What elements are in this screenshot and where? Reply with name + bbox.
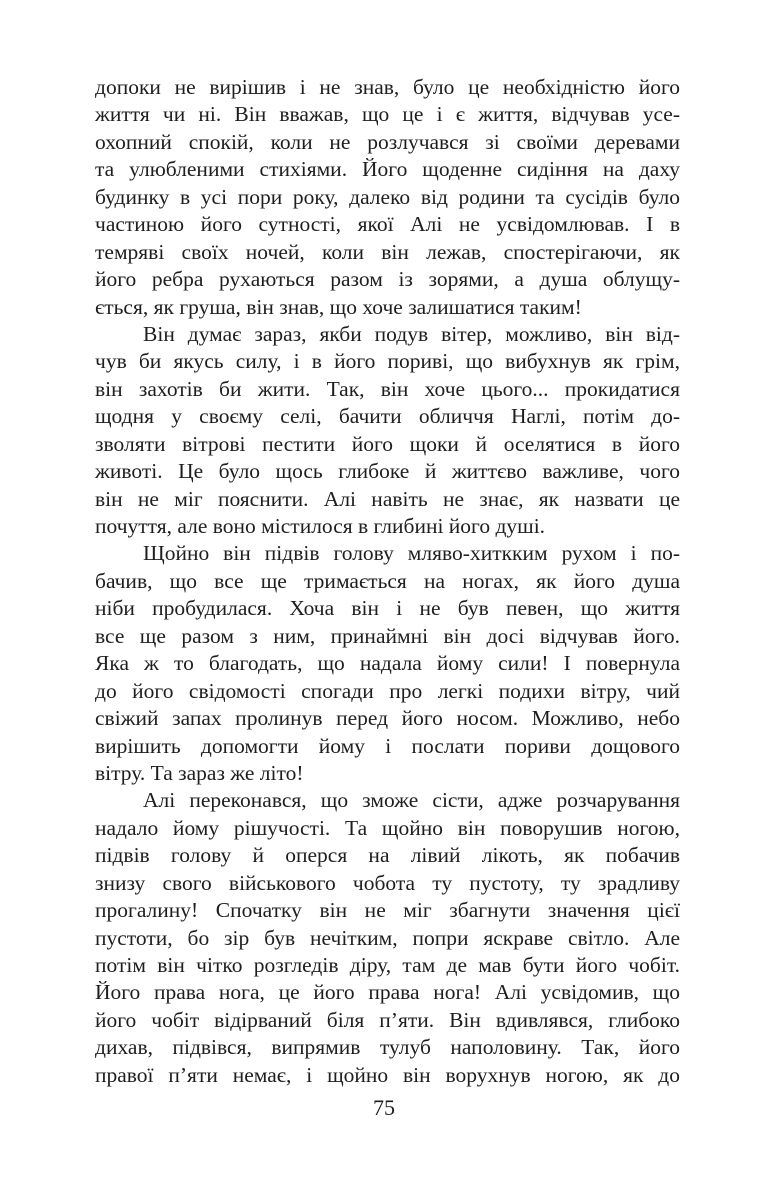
text-line: його ребра рухаються разом із зорями, а душа облущу- [95, 267, 680, 292]
text-line: допоки не вирішив і не знав, було це необхідністю його [95, 75, 680, 99]
text-line: до його свідомості спогади про легкі подихи вітру, чий [95, 678, 680, 703]
paragraph-3 [95, 540, 680, 787]
text-line: почуття, але воно містилося в глибині його душі. [95, 514, 546, 538]
text-line: темряві своїх ночей, коли він лежав, спостерігаючи, як [95, 239, 680, 264]
text-line: частиною його сутності, якої Алі не усвідомлював. І в [95, 212, 680, 237]
text-line: він захотів би жити. Так, він хоче цього... прокидатися [95, 376, 680, 401]
text-line: зволяти вітрові пестити його щоки й оселятися в його [95, 431, 680, 456]
text-line: все ще разом з ним, принаймні він досі відчував його. [95, 623, 680, 648]
text-line: животі. Це було щось глибоке й життєво важливе, чого [95, 459, 680, 484]
text-line: будинку в усі пори року, далеко від родини та сусідів було [95, 184, 680, 209]
text-line: вітру. Та зараз же літо! [95, 760, 304, 785]
text-line: щодня у своєму селі, бачити обличчя Наглі, потім до- [95, 404, 680, 429]
text-line: ніби пробудилася. Хоча він і не був певен, що життя [95, 596, 680, 621]
text-line: охопний спокій, коли не розлучався зі своїми деревами [95, 129, 680, 154]
text-line: потім він чітко розгледів діру, там де мав бути його чобіт. [95, 953, 680, 977]
text-line: Яка ж то благодать, що надала йому сили! І повернула [95, 651, 680, 676]
text-line: життя чи ні. Він вважав, що це і є життя, відчував усе- [95, 102, 680, 127]
text-line: чув би якусь силу, і в його пориві, що вибухнув як грім, [95, 349, 680, 374]
text-line: Алі переконався, що зможе сісти, адже розчарування [143, 788, 680, 813]
text-line: його чобіт відірваний біля п’яти. Він вдивлявся, глибоко [95, 1007, 680, 1032]
text-line: дихав, підвівся, випрямив тулуб наполовину. Так, його [95, 1035, 680, 1060]
paragraph-4 [95, 787, 680, 1089]
text-line: правої п’яти немає, і щойно він ворухнув ногою, як до [95, 1062, 680, 1087]
text-line: пустоти, бо зір був нечітким, попри яскраве світло. Але [95, 925, 680, 950]
text-line: ється, як груша, він знав, що хоче залишатися таким! [95, 294, 582, 319]
text-line: Його права нога, це його права нога! Алі усвідомив, що [95, 980, 680, 1005]
page-number: 75 [373, 1095, 395, 1120]
book-page-body [95, 74, 680, 1089]
text-line: та улюбленими стихіями. Його щоденне сидіння на даху [95, 157, 680, 182]
text-line: знизу свого військового чобота ту пустоту, ту зрадливу [95, 870, 680, 895]
text-line: надало йому рішучості. Та щойно він поворушив ногою, [95, 815, 680, 840]
text-line: Він думає зараз, якби подув вітер, можливо, він від- [143, 321, 680, 346]
paragraph-1 [95, 74, 680, 321]
paragraph-2 [95, 321, 680, 541]
text-line: прогалину! Спочатку він не міг збагнути значення цієї [95, 898, 680, 923]
text-line: свіжий запах пролинув перед його носом. Можливо, небо [95, 706, 680, 731]
text-line: він не міг пояснити. Алі навіть не знає, як назвати це [95, 486, 680, 511]
text-line: вирішить допомогти йому і послати пориви дощового [95, 733, 680, 758]
text-line: підвів голову й оперся на лівий лікоть, як побачив [95, 843, 680, 868]
text-line: Щойно він підвів голову мляво-хиткким рухом і по- [143, 541, 680, 566]
text-line: бачив, що все ще тримається на ногах, як його душа [95, 568, 680, 593]
